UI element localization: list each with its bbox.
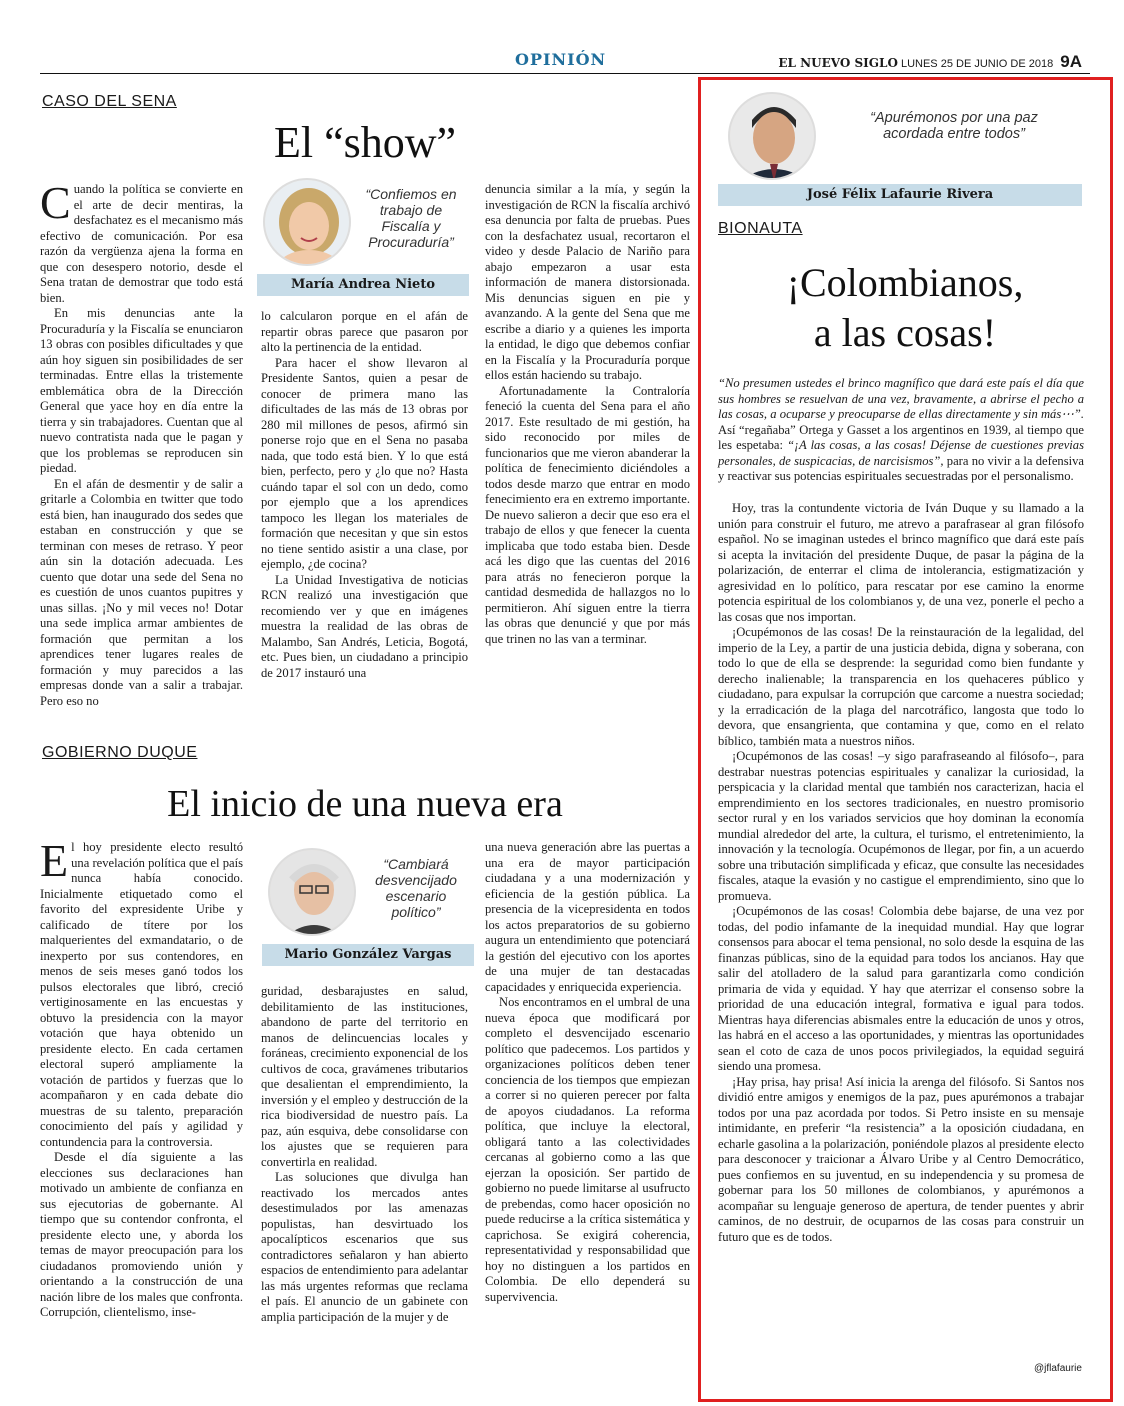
- page-number: 9A: [1060, 52, 1082, 71]
- author-box-gonzalez: [262, 848, 474, 966]
- article2-paragraph: Nos encontramos en el umbral de una nueva época que modificará por completo el desvencijado escenario político que padecemos. Los partidos y organizaciones políticos deben tener conciencia de los tiempos que empiezan a correr si no quieren perecer por falta de apoyos ciudadanos. La reforma política, que incluye la electoral, obligará tanto a las colectividades cercanas al gobierno como a las que ejerzan la oposición. Ser partido de gobierno no puede limitarse al usufructo de prebendas, como hacer oposición no puede reducirse a la crítica sistemática y caprichosa. Se exigirá coherencia, representatividad y responsabilidad que hoy no distinguen a los partidos en Colombia. De ello dependerá su supervivencia.: [485, 995, 690, 1304]
- article1-paragraph: Cuando la política se convierte en el arte de decir mentiras, la desfachatez es el mecanismo más efectivo de comunicación. Por esa razón da vergüenza ajena la forma en que con desespero notorio, desde el Sena tratan de demostrar que todo está bien.: [40, 177, 243, 305]
- drop-cap: C: [40, 177, 71, 228]
- lead-quote-italic-2: “¡A las cosas, a las cosas! Déjense de cuestiones previas personales, de suspicacias, de narcisismos”,: [718, 438, 1084, 468]
- article2-column-1: [40, 835, 243, 1321]
- publication-info: [778, 52, 1082, 72]
- article3-column: [718, 501, 1084, 1245]
- author-name: Mario González Vargas: [262, 944, 474, 966]
- page-header: [40, 48, 1090, 74]
- author-photo: [263, 178, 351, 266]
- article1-paragraph: En mis denuncias ante la Procuraduría y la Fiscalía se enunciaron 13 obras con posibles dificultades y que aún hoy siguen sin posibilidades de ser terminadas. Entre ellas la tristemente emblemática obra de la Dirección General que yace hoy en día entre la tierra y sin trabajadores. Cuentan que al nuevo contratista nada que le pagan y que los problemas se reproducen sin piedad.: [40, 306, 243, 475]
- headline-line-1: ¡Colombianos,: [786, 260, 1024, 305]
- article3-kicker: BIONAUTA: [718, 220, 803, 237]
- article2-paragraph: Desde el día siguiente a las elecciones sus declaraciones han motivado un ambiente de confianza en sus ejecutorias de gobernante. Al tiempo que su contendor confronta, el presidente electo une, y aborda los temas de mayor preocupación para los ciudadanos promoviendo unión y orientando a la construcción de una nación libre de los males que confronta. Corrupción, clientelismo, inse-: [40, 1150, 243, 1319]
- author-portrait-icon: [730, 94, 816, 180]
- article1-column-3: [485, 182, 690, 647]
- article2-column-2: [261, 984, 468, 1325]
- article3-paragraph: Hoy, tras la contundente victoria de Iván Duque y su llamado a la unión para construir el futuro, me atrevo a parafrasear al gran filósofo español. No se imaginan ustedes el brinco magnífico que dará este país si acepta la invitación del presidente Duque, de pasar la página de la polarización, de enterrar el clima de intolerancia, estigmatización y agresividad en lo político, para rescatar por ese camino la enorme potencia espiritual de los colombianos y, de una vez, ponerle el pecho a las cosas que nos importan.: [718, 501, 1084, 624]
- article1-paragraph: denuncia similar a la mía, y según la investigación de RCN la fiscalía archivó esa denuncia por falta de pruebas. Pues con la desfachatez usual, recortaron el video y desde Palacio de Nariño para abajo empezaron a usar esta información de manera distorsionada. Mis denuncias siguen en pie y avanzando. A la gente del Sena que me escribe a diario y a quienes les importa la entidad, le digo que debemos confiar en la Fiscalía y la Procuraduría porque ellos están haciendo su trabajo.: [485, 182, 690, 382]
- article1-column-2: [261, 309, 468, 681]
- article3-headline: [720, 258, 1090, 358]
- article1-paragraph: La Unidad Investigativa de noticias RCN realizó una investigación que recomiendo ver y que en imágenes muestra la realidad de las obras de Malambo, San Andrés, Leticia, Bogotá, etc. Pues bien, un ciudadano a principio de 2017 instauró una: [261, 572, 468, 680]
- pull-quote: “Cambiará desvencijado escenario político”: [375, 856, 457, 920]
- headline-line-2: a las cosas!: [813, 310, 997, 355]
- article1-paragraph: En el afán de desmentir y de salir a gritarle a Colombia en twitter que todo está bien, han inaugurado dos sedes que estaban en construcción y que se terminan con meses de retraso. Y peor aún sin la dotación adecuada. Les cuento que dotar una sede del Sena no es cuestión de unos cuantos pupitres y unas sillas. ¡No y mil veces no! Dotar una sede implica armar ambientes de formación que permitan a los aprendices tener lugares reales de formación y muy parecidos a las empresas donde van a salir a trabajar. Pero eso no: [40, 476, 243, 708]
- article3-paragraph: ¡Hay prisa, hay prisa! Así inicia la arenga del filósofo. Si Santos nos dividió entre amigos y enemigos de la paz, pues apurémonos a trabajar todos por una paz acordada por todos. Si Petro insiste en su mensaje intimidante, en preferir “la resistencia” a la oposición ciudadana, en echarle gasolina a la polarización, poniéndole plazos al presidente electo para desconocer y traicionar a Álvaro Uribe y al Centro Democrático, pues confiemos en su juventud, en su independencia y su promesa de gobernar para los 50 millones de colombianos, y apurémonos a acompañar su lenguaje generoso de apertura, de tender puentes y abrir caminos, de no destruir, de ocuparnos de las cosas para construir un futuro que es de todos.: [718, 1074, 1084, 1244]
- article1-headline: El “show”: [273, 118, 457, 167]
- article1-paragraph: lo calcularon porque en el afán de repartir obras parece que pasaron por alto la pertinencia de la entidad.: [261, 309, 468, 354]
- author-name: María Andrea Nieto: [257, 274, 469, 296]
- article2-headline: El inicio de una nueva era: [167, 783, 563, 825]
- author-social-handle: @jflafaurie: [1034, 1363, 1082, 1374]
- article3-paragraph: ¡Ocupémonos de las cosas! Colombia debe bajarse, de una vez por todas, del podio infamante de la inequidad mundial. Hay que lograr consensos para abocar el tema pensional, no solo desde la esquina de las finanzas públicas, sino de la equidad para todos los ancianos. Hay que salir del atolladero de la salud para garantizarla como condición primaria de vida y equidad. Y hay que aterrizar el consenso sobre la prioridad de una educación integral, formativa e igual para todos. Mientras haya diferencias abismales entre la educación de unos y otros, las habrá en el acceso a las oportunidades, y mientras las oportunidades sean el coto de caza de unos pocos privilegiados, la equidad seguirá siendo una promesa.: [718, 904, 1084, 1073]
- article2-paragraph: guridad, desbarajustes en salud, debilitamiento de las instituciones, abandono de parte del territorio en manos de delincuencias locales y foráneas, crecimiento exponencial de los cultivos de coca, gravámenes tributarios que desalientan el emprendimiento, la inversión y el empleo y destrucción de la rica biodiversidad de nuestro país. La paz, aún esquiva, debe consolidarse con los ajustes que se requieren para convertirla en realidad.: [261, 984, 468, 1169]
- article2-paragraph: Las soluciones que divulga han reactivado los mercados antes desestimulados por las amenazas populistas, han desvirtuado los apocalípticos escenarios que sus contradictores señalaron y han abierto espacios de entendimiento para adelantar las más urgentes reformas que reclama el país. El anuncio de un gabinete con amplia participación de la mujer y de: [261, 1170, 469, 1324]
- author-box-nieto: [257, 178, 469, 296]
- section-name: OPINIÓN: [515, 50, 607, 69]
- article2-column-3: [485, 840, 690, 1305]
- author-photo: [268, 848, 356, 936]
- article1-paragraph: Para hacer el show llevaron al Presidente Santos, quien a pesar de conocer de primera mano las dificultades de las más de 13 obras por 280 mil millones de pesos, afirmó sin ponerse rojo que en el Sena no pasaba nada, que todo está bien. Y lo que está bien, perfecto, pero y ¿lo que no? Hasta cuándo tapar el sol con un dedo, como por ejemplo que a los aprendices tampoco les llegan los materiales de formación que necesitan y que sin estos no tiene sentido asistir a una clase, por ejemplo, ¿de cocina?: [261, 355, 468, 571]
- article1-column-1: [40, 177, 243, 709]
- article3-paragraph: ¡Ocupémonos de las cosas! –y sigo parafraseando al filósofo–, para destrabar nuestras potencias espirituales y canalizar la curiosidad, la perspicacia y la claridad mental que también nos caracterizan, hacia el emprendimiento en los sectores tradicionales, en nuestro promisorio sector rural y en los variados servicios que hoy dominan la economía mundial alrededor del arte, la cultura, el turismo, el entretenimiento, la innovación y la tecnología. Ocupémonos de llegar, por fin, a un acuerdo sobre una tributación simplificada y eficaz, que consulte las necesidades fiscales, ataque la evasión y no castigue el emprendimiento, sino que lo promueva.: [718, 749, 1084, 903]
- author-photo: [728, 92, 816, 180]
- pull-quote: “Confiemos en trabajo de Fiscalía y Procuraduría”: [365, 186, 457, 250]
- drop-cap: E: [40, 835, 69, 886]
- lead-text-end: para no vivir a la defensiva y reactivar sus potencias espirituales secuestradas por el personalismo.: [718, 453, 1084, 483]
- article3-lead: [718, 376, 1084, 485]
- article3-paragraph: ¡Ocupémonos de las cosas! De la reinstauración de la legalidad, del imperio de la Ley, a partir de una justicia debida, digna y soberana, con todo lo que de ella se desprende: la seguridad como bien fundante y derecho inalienable; la transparencia en los quehaceres público y ciudadano, para expulsar la corrupción que carcome a nuestra sociedad; y la erradicación de la plaga del narcotráfico, langosta que todo lo devora, que ensangrienta, que contamina y que, como en el relato bíblico, también mata a nuestros niños.: [718, 625, 1084, 748]
- article1-paragraph: Afortunadamente la Contraloría feneció la cuenta del Sena para el año 2017. Este resultado de mi gestión, ha sido reconocido por miles de funcionarios que me vieron abanderar la política de fenecimiento diciéndoles a todos desde marzo que entrar en modo fenecimiento era en extremo importante. De nuevo salieron a decir que eso era el trabajo de ellos y que fenecer la cuenta implicaba que todo estaba bien. Desde acá les digo que las cuentas del 2016 para atrás no fenecieron porque la cantidad desmedida de hallazgos no lo permitieron. Ahí siguen entre la tierra las obras que denuncié y que por más que trinen no las van a terminar.: [485, 383, 690, 646]
- article2-kicker: GOBIERNO DUQUE: [42, 744, 198, 761]
- article1-kicker: CASO DEL SENA: [42, 93, 177, 110]
- author-box-lafaurie: [718, 92, 1082, 206]
- publication-name: EL NUEVO SIGLO: [778, 56, 898, 70]
- article2-paragraph: El hoy presidente electo resultó una revelación política que el país nunca había conocido. Inicialmente etiquetado como el favorito del expresidente Uribe y calificado de títere por los malquerientes del exmandatario, o de inexperto por sus contendores, en menos de seis meses ganó todos los pulsos electorales que libró, creció vertiginosamente en las encuestas y obtuvo la presidencia con la mayor votación que haya obtenido un presidente electo. En cada certamen electoral superó ampliamente la votación de partidos y fuerzas que lo acompañaron y en cada debate dio muestras de su talento, preparación conocimiento del país y agilidad y contundencia para la controversia.: [40, 835, 243, 1149]
- issue-date: LUNES 25 DE JUNIO DE 2018: [900, 58, 1054, 70]
- lead-text: Así “regañaba” Ortega y Gasset a los argentinos en 1939, al tiempo que les espetaba:: [718, 422, 1084, 452]
- author-portrait-icon: [265, 180, 351, 266]
- pull-quote: “Apurémonos por una paz acordada entre todos”: [870, 110, 1038, 142]
- author-name: José Félix Lafaurie Rivera: [718, 184, 1082, 206]
- article2-paragraph: una nueva generación abre las puertas a una era de mayor participación ciudadana y a una modernización y eficiencia de la gestión pública. La presencia de la vicepresidenta en todos los actos preparatorios de su gobierno augura un entendimiento que potenciará la gestión del ejecutivo con los aportes de una mujer de tan destacadas capacidades y enriquecida experiencia.: [485, 840, 690, 994]
- author-portrait-icon: [270, 850, 356, 936]
- lead-quote-italic: “No presumen ustedes el brinco magnífico que dará este país el día que sus hombres se resuelvan de una vez, bravamente, a abrirse el pecho a las cosas, a ocuparse y preocuparse de ellas directamente y sin más⋯”.: [718, 376, 1084, 421]
